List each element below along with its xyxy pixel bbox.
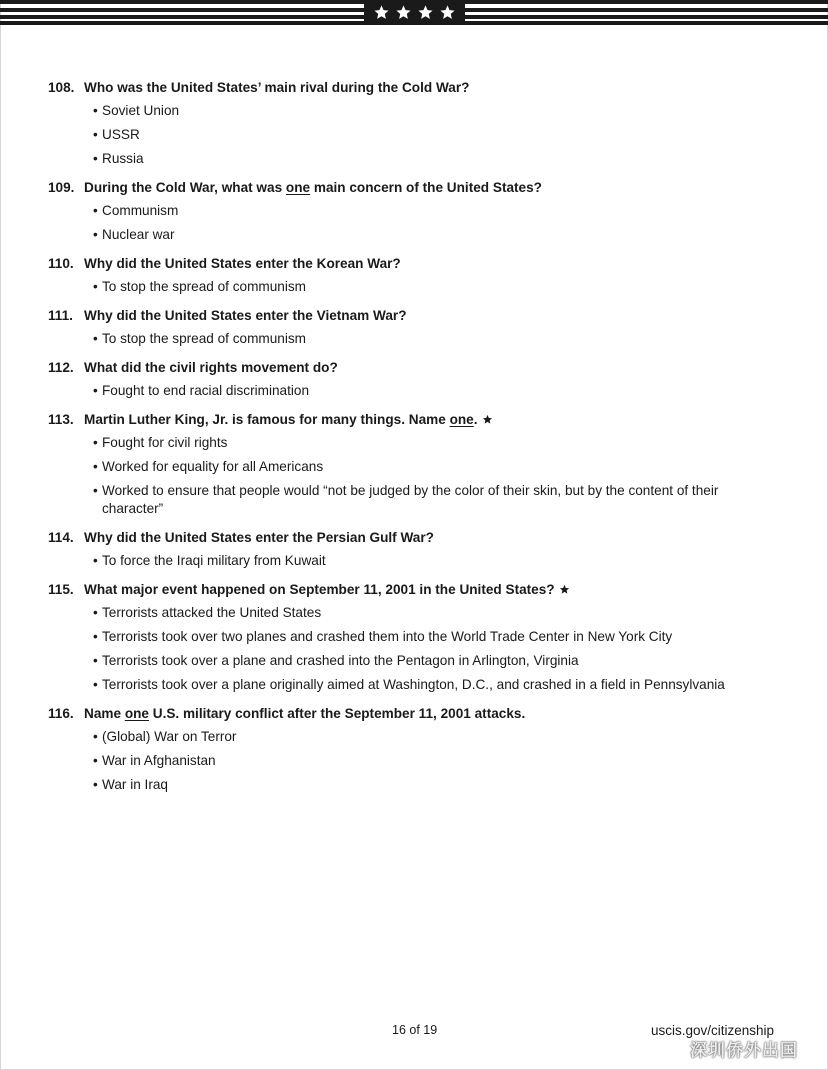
bullet-icon: •	[93, 103, 98, 118]
question-text	[84, 704, 525, 724]
question-heading	[48, 78, 788, 98]
header-stripe	[0, 0, 364, 4]
bullet-icon: •	[93, 331, 98, 346]
bullet-icon: •	[93, 729, 98, 744]
question-number: 115.	[48, 582, 74, 597]
underlined-word: one	[285, 180, 311, 195]
answer-text: USSR	[102, 127, 140, 142]
answer-item	[48, 126, 752, 144]
question-text-part: Who was the United States’ main rival during the Cold War?	[84, 80, 470, 95]
asterisk-star-icon	[482, 414, 493, 425]
answer-item	[48, 482, 752, 518]
bullet-icon: •	[93, 127, 98, 142]
question-text	[84, 78, 469, 98]
question-heading	[48, 580, 788, 600]
question-text-part: Name	[84, 706, 125, 721]
question-block	[48, 306, 788, 348]
underlined-word: one	[449, 412, 474, 427]
answer-text: Fought for civil rights	[102, 435, 228, 450]
answer-list	[48, 552, 788, 570]
answer-item	[48, 552, 752, 570]
question-block	[48, 78, 788, 168]
question-text	[84, 358, 338, 378]
question-block	[48, 580, 788, 694]
bullet-icon: •	[93, 605, 98, 620]
answer-list	[48, 604, 788, 694]
star-icon	[395, 4, 412, 21]
answer-text: Terrorists took over two planes and crashed them into the World Trade Center in New York City	[102, 629, 673, 644]
question-text-part: What did the civil rights movement do?	[84, 360, 338, 375]
question-text	[84, 306, 407, 326]
answer-list	[48, 382, 788, 400]
question-text	[84, 254, 401, 274]
header-stripe	[0, 15, 364, 19]
question-block	[48, 254, 788, 296]
star-icon	[439, 4, 456, 21]
answer-text: Terrorists took over a plane originally aimed at Washington, D.C., and crashed in a field in Pennsylvania	[102, 677, 725, 692]
question-text-part: What major event happened on September 11, 2001 in the United States?	[84, 582, 555, 597]
bullet-icon: •	[93, 553, 98, 568]
bullet-icon: •	[93, 279, 98, 294]
bullet-icon: •	[93, 653, 98, 668]
answer-item	[48, 278, 752, 296]
question-number: 116.	[48, 706, 74, 721]
answer-list	[48, 728, 788, 794]
bullet-icon: •	[93, 677, 98, 692]
answer-list	[48, 330, 788, 348]
star-icon	[417, 4, 434, 21]
answer-text: To stop the spread of communism	[102, 331, 306, 346]
question-number: 108.	[48, 80, 75, 95]
underlined-word: one	[124, 706, 149, 721]
answer-item	[48, 604, 752, 622]
answer-text: War in Afghanistan	[102, 753, 216, 768]
answer-text: Soviet Union	[102, 103, 180, 118]
question-heading	[48, 410, 788, 430]
bullet-icon: •	[93, 151, 98, 166]
watermark: 深圳侨外出国	[690, 1041, 798, 1061]
answer-text: Worked to ensure that people would “not be judged by the color of their skin, but by the content of their character”	[102, 483, 719, 516]
asterisk-star-icon	[559, 584, 570, 595]
question-heading	[48, 306, 788, 326]
question-number: 114.	[48, 530, 74, 545]
bullet-icon: •	[93, 777, 98, 792]
answer-text: Russia	[102, 151, 144, 166]
question-text-part: During the Cold War, what was	[84, 180, 286, 195]
question-block	[48, 358, 788, 400]
question-number: 109.	[48, 180, 75, 195]
page-number: 16 of 19	[392, 1023, 438, 1037]
bullet-icon: •	[93, 227, 98, 242]
answer-item	[48, 226, 752, 244]
answer-item	[48, 330, 752, 348]
header-stripe	[0, 8, 364, 12]
answer-item	[48, 434, 752, 452]
question-text-part: Why did the United States enter the Persian Gulf War?	[84, 530, 434, 545]
footer-url[interactable]: uscis.gov/citizenship	[651, 1023, 775, 1038]
answer-item	[48, 776, 752, 794]
question-text	[84, 528, 434, 548]
header-star-banner	[364, 0, 465, 25]
question-block	[48, 410, 788, 518]
question-text	[84, 580, 555, 600]
question-heading	[48, 528, 788, 548]
answer-list	[48, 278, 788, 296]
answer-list	[48, 434, 788, 518]
question-block	[48, 704, 788, 794]
bullet-icon: •	[93, 753, 98, 768]
question-block	[48, 528, 788, 570]
answer-text: Terrorists took over a plane and crashed into the Pentagon in Arlington, Virginia	[102, 653, 579, 668]
answer-item	[48, 676, 752, 694]
header-stripe	[0, 21, 364, 25]
answer-text: War in Iraq	[102, 777, 168, 792]
answer-item	[48, 652, 752, 670]
question-block	[48, 178, 788, 244]
answer-item	[48, 150, 752, 168]
header-stripe	[465, 15, 828, 19]
question-text	[84, 410, 478, 430]
question-list	[48, 78, 788, 804]
header-stripe	[465, 21, 828, 25]
answer-list	[48, 102, 788, 168]
bullet-icon: •	[93, 629, 98, 644]
question-text-part: .	[473, 412, 478, 427]
header-stripe	[465, 8, 828, 12]
question-heading	[48, 358, 788, 378]
answer-text: Fought to end racial discrimination	[102, 383, 310, 398]
answer-text: To force the Iraqi military from Kuwait	[102, 553, 326, 568]
answer-item	[48, 202, 752, 220]
answer-item	[48, 102, 752, 120]
answer-item	[48, 458, 752, 476]
bullet-icon: •	[93, 459, 98, 474]
answer-text: Communism	[102, 203, 179, 218]
bullet-icon: •	[93, 203, 98, 218]
question-number: 113.	[48, 412, 74, 427]
star-icon	[373, 4, 390, 21]
question-number: 112.	[48, 360, 74, 375]
question-heading	[48, 254, 788, 274]
question-number: 111.	[48, 308, 73, 323]
answer-item	[48, 728, 752, 746]
question-heading	[48, 178, 788, 198]
answer-text: Nuclear war	[102, 227, 175, 242]
question-text-part: U.S. military conflict after the September 11, 2001 attacks.	[148, 706, 526, 721]
question-number: 110.	[48, 256, 74, 271]
answer-item	[48, 752, 752, 770]
answer-item	[48, 628, 752, 646]
answer-text: To stop the spread of communism	[102, 279, 306, 294]
answer-text: (Global) War on Terror	[102, 729, 237, 744]
question-text-part: Why did the United States enter the Vietnam War?	[84, 308, 407, 323]
bullet-icon: •	[93, 483, 98, 498]
question-text-part: Martin Luther King, Jr. is famous for many things. Name	[84, 412, 450, 427]
question-text-part: Why did the United States enter the Korean War?	[84, 256, 401, 271]
bullet-icon: •	[93, 383, 98, 398]
answer-list	[48, 202, 788, 244]
answer-text: Worked for equality for all Americans	[102, 459, 324, 474]
question-text-part: main concern of the United States?	[310, 180, 542, 195]
answer-text: Terrorists attacked the United States	[102, 605, 322, 620]
bullet-icon: •	[93, 435, 98, 450]
answer-item	[48, 382, 752, 400]
header-stripe	[465, 0, 828, 4]
question-text	[84, 178, 542, 198]
question-heading	[48, 704, 788, 724]
